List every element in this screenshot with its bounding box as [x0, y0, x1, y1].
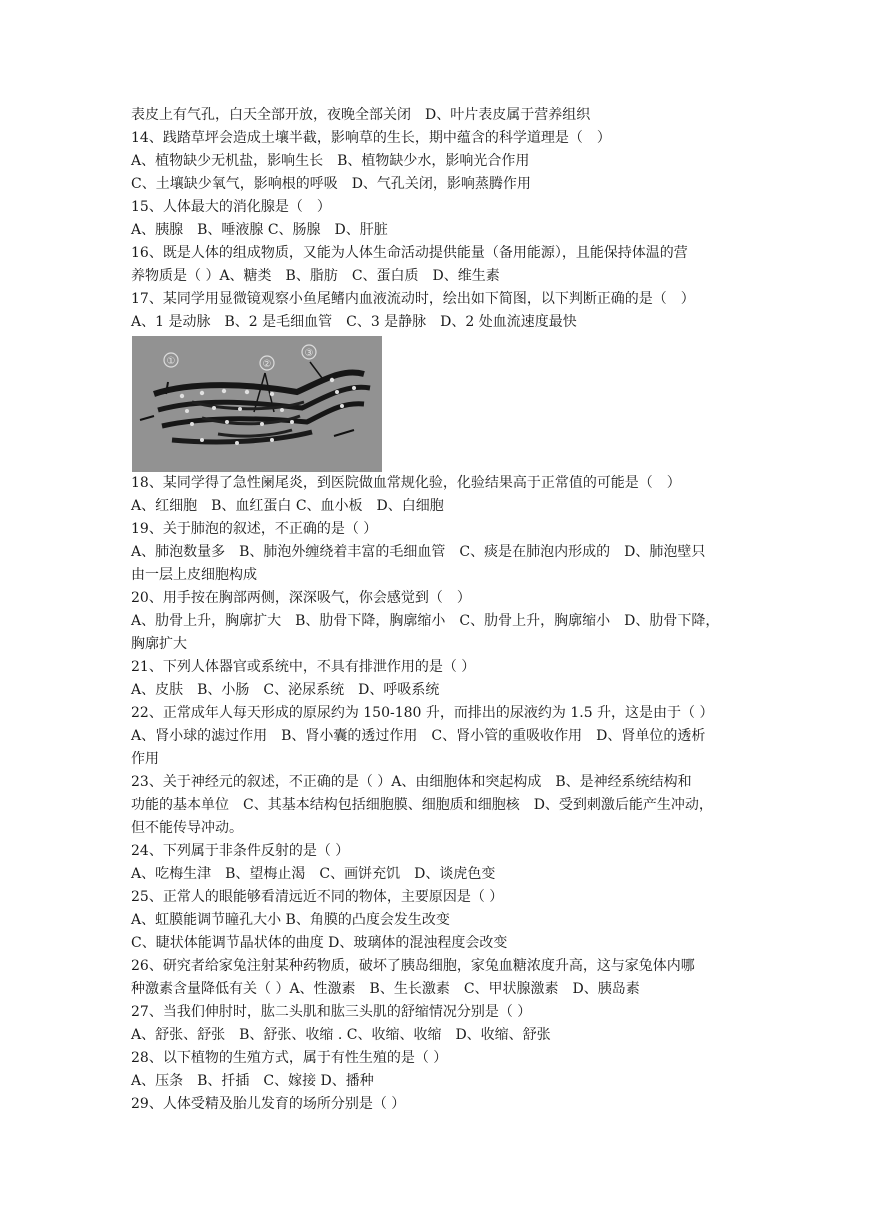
- question-18-options: A、红细胞 B、血红蛋白 C、血小板 D、白细胞: [131, 498, 444, 514]
- question-20-options: A、肋骨上升，胸廓扩大 B、肋骨下降，胸廓缩小 C、肋骨上升，胸廓缩小 D、肋骨下降，: [131, 613, 720, 629]
- figure-label-3: ③: [304, 348, 314, 359]
- question-16: 16、既是人体的组成物质，又能为人体生命活动提供能量（备用能源），且能保持体温的营: [131, 245, 688, 261]
- question-22: 22、正常成年人每天形成的原尿约为 150-180 升，而排出的尿液约为 1.5 升，这是由于（ ）: [131, 705, 714, 721]
- question-28: 28、以下植物的生殖方式，属于有性生殖的是（ ）: [131, 1050, 448, 1066]
- text-block-top: [131, 104, 743, 334]
- question-17-options: A、1 是动脉 B、2 是毛细血管 C、3 是静脉 D、2 处血流速度最快: [131, 314, 577, 330]
- question-15: 15、人体最大的消化腺是（ ）: [131, 199, 331, 215]
- question-17: 17、某同学用显微镜观察小鱼尾鳍内血液流动时，绘出如下简图，以下判断正确的是（ ）: [131, 291, 695, 307]
- figure-label-2: ②: [262, 359, 272, 370]
- question-29: 29、人体受精及胎儿发育的场所分别是（ ）: [131, 1096, 406, 1112]
- question-27: 27、当我们伸肘时，肱二头肌和肱三头肌的舒缩情况分别是（ ）: [131, 1004, 532, 1020]
- figure-label-1: ①: [166, 356, 176, 367]
- question-24: 24、下列属于非条件反射的是（ ）: [131, 843, 350, 859]
- question-25-options-cd: C、睫状体能调节晶状体的曲度 D、玻璃体的混浊程度会改变: [131, 935, 508, 951]
- question-22-options-cont: 作用: [131, 751, 159, 767]
- question-16-options: 养物质是（ ）A、糖类 B、脂肪 C、蛋白质 D、维生素: [131, 268, 500, 284]
- question-25: 25、正常人的眼能够看清远近不同的物体，主要原因是（ ）: [131, 889, 504, 905]
- question-14-options-ab: A、植物缺少无机盐，影响生长 B、植物缺少水，影响光合作用: [131, 153, 530, 169]
- question-23-cont-2: 但不能传导冲动。: [131, 820, 243, 836]
- question-26: 26、研究者给家兔注射某种药物质，破坏了胰岛细胞，家兔血糖浓度升高，这与家兔体内哪: [131, 958, 695, 974]
- question-19-options: A、肺泡数量多 B、肺泡外缠绕着丰富的毛细血管 C、痰是在肺泡内形成的 D、肺泡壁只: [131, 544, 706, 560]
- question-25-options-ab: A、虹膜能调节瞳孔大小 B、角膜的凸度会发生改变: [131, 912, 450, 928]
- question-23-cont: 功能的基本单位 C、其基本结构包括细胞膜、细胞质和细胞核 D、受到刺激后能产生冲动，: [131, 797, 713, 813]
- question-14-options-cd: C、土壤缺少氧气，影响根的呼吸 D、气孔关闭，影响蒸腾作用: [131, 176, 531, 192]
- question-28-options: A、压条 B、扦插 C、嫁接 D、播种: [131, 1073, 374, 1089]
- question-21-options: A、皮肤 B、小肠 C、泌尿系统 D、呼吸系统: [131, 682, 440, 698]
- question-18: 18、某同学得了急性阑尾炎，到医院做血常规化验，化验结果高于正常值的可能是（ ）: [131, 475, 681, 491]
- question-15-options: A、胰腺 B、唾液腺 C、肠腺 D、肝脏: [131, 222, 388, 238]
- question-26-options: 种激素含量降低有关（ ）A、性激素 B、生长激素 C、甲状腺激素 D、胰岛素: [131, 981, 640, 997]
- question-20-options-cont: 胸廓扩大: [131, 636, 187, 652]
- question-19: 19、关于肺泡的叙述，不正确的是（ ）: [131, 521, 378, 537]
- text-line: 表皮上有气孔，白天全部开放，夜晚全部关闭 D、叶片表皮属于营养组织: [131, 107, 591, 123]
- question-19-options-cont: 由一层上皮细胞构成: [131, 567, 257, 583]
- question-14: 14、践踏草坪会造成土壤半截，影响草的生长，期中蕴含的科学道理是（ ）: [131, 130, 611, 146]
- question-22-options: A、肾小球的滤过作用 B、肾小囊的透过作用 C、肾小管的重吸收作用 D、肾单位的透析: [131, 728, 706, 744]
- blood-vessel-figure: [132, 336, 382, 472]
- question-20: 20、用手按在胸部两侧，深深吸气，你会感觉到（ ）: [131, 590, 471, 606]
- question-23: 23、关于神经元的叙述，不正确的是（ ）A、由细胞体和突起构成 B、是神经系统结构和: [131, 774, 692, 790]
- question-21: 21、下列人体器官或系统中，不具有排泄作用的是（ ）: [131, 659, 476, 675]
- text-block-bottom: [131, 472, 743, 1116]
- question-24-options: A、吃梅生津 B、望梅止渴 C、画饼充饥 D、谈虎色变: [131, 866, 496, 882]
- question-27-options: A、舒张、舒张 B、舒张、收缩 . C、收缩、收缩 D、收缩、舒张: [131, 1027, 551, 1043]
- document-page: [131, 104, 743, 1116]
- fish-tail-blood-flow-diagram: [132, 336, 382, 472]
